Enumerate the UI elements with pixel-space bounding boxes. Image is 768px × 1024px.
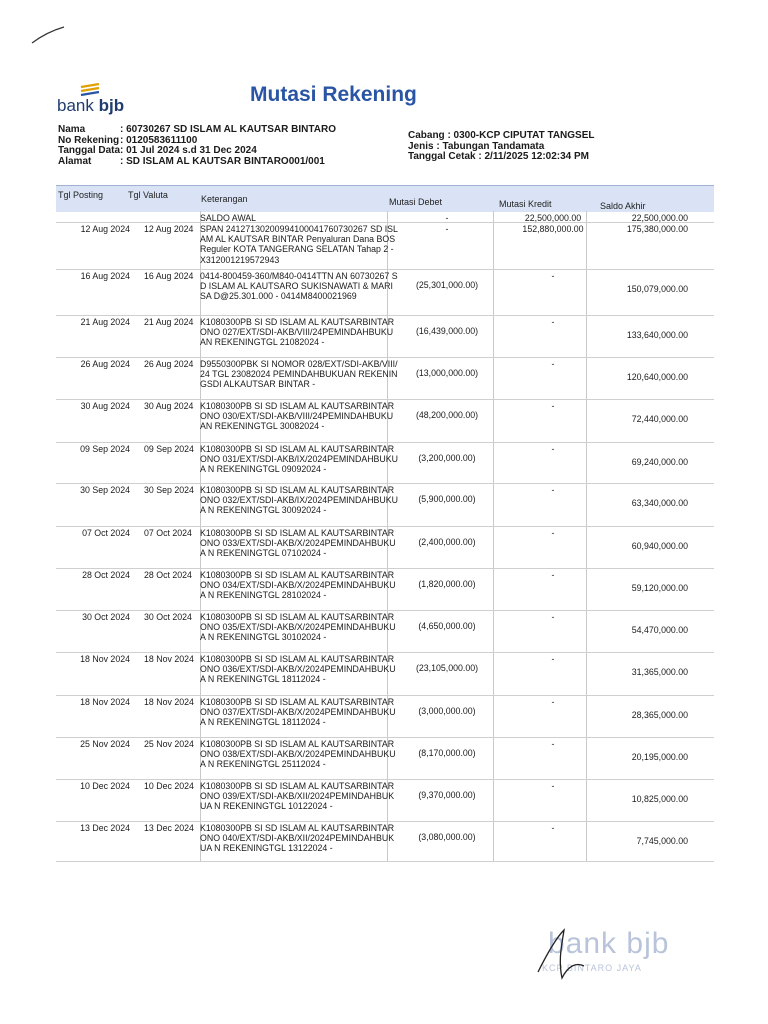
cell-tgl-posting: 09 Sep 2024 — [80, 444, 130, 454]
logo-text — [57, 96, 124, 116]
cell-mutasi-kredit: - — [551, 317, 555, 327]
cell-mutasi-kredit: - — [551, 697, 555, 707]
pen-mark — [30, 25, 66, 45]
cell-tgl-valuta: 10 Dec 2024 — [144, 781, 194, 791]
cell-tgl-posting: 18 Nov 2024 — [80, 697, 130, 707]
cell-keterangan: K1080300PB SI SD ISLAM AL KAUTSARBINTARONO 031/EXT/SDI-AKB/IX/2024PEMINDAHBUKUA N REKENINGTGL 09092024 - — [200, 444, 398, 475]
logo-text-bold: bjb — [98, 96, 125, 115]
cell-saldo-akhir: 20,195,000.00 — [631, 752, 688, 762]
logo-text-plain: bank — [57, 96, 99, 115]
table-header — [56, 185, 714, 212]
cell-saldo-akhir: 22,500,000.00 — [631, 213, 688, 223]
cell-saldo-akhir: 7,745,000.00 — [636, 836, 688, 846]
document-title: Mutasi Rekening — [250, 83, 417, 106]
cell-tgl-valuta: 25 Nov 2024 — [144, 739, 194, 749]
cell-saldo-akhir: 31,365,000.00 — [631, 667, 688, 677]
cell-mutasi-debet: (2,400,000.00) — [418, 537, 476, 547]
cell-mutasi-kredit: - — [551, 444, 555, 454]
cell-keterangan: K1080300PB SI SD ISLAM AL KAUTSARBINTARONO 032/EXT/SDI-AKB/IX/2024PEMINDAHBUKUA N REKENINGTGL 30092024 - — [200, 485, 398, 516]
table-row — [56, 695, 714, 738]
cell-keterangan: K1080300PB SI SD ISLAM AL KAUTSARBINTARONO 034/EXT/SDI-AKB/X/2024PEMINDAHBUKUA N REKENINGTGL 28102024 - — [200, 570, 396, 601]
table-row — [56, 652, 714, 696]
info-value: : SD ISLAM AL KAUTSAR BINTARO001/001 — [120, 155, 325, 167]
cell-mutasi-debet: (1,820,000.00) — [418, 579, 476, 589]
cell-keterangan: K1080300PB SI SD ISLAM AL KAUTSARBINTARONO 040/EXT/SDI-AKB/XII/2024PEMINDAHBUKUA N REKENINGTGL 13122024 - — [200, 823, 395, 854]
cell-mutasi-debet: (25,301,000.00) — [415, 280, 479, 290]
table-row — [56, 222, 714, 270]
cell-saldo-akhir: 69,240,000.00 — [631, 457, 688, 467]
cell-keterangan: SPAN 24127130200994100041760730267 SD ISLAM AL KAUTSAR BINTAR Penyaluran Dana BOS Reguler KOTA TANGERANG SELATAN Tahap 2 - X312001219572943 — [200, 224, 398, 265]
cell-keterangan: K1080300PB SI SD ISLAM AL KAUTSARBINTARONO 033/EXT/SDI-AKB/X/2024PEMINDAHBUKUA N REKENINGTGL 07102024 - — [200, 528, 396, 559]
cell-tgl-posting: 30 Sep 2024 — [80, 485, 130, 495]
cell-tgl-valuta: 09 Sep 2024 — [144, 444, 194, 454]
cell-mutasi-kredit: - — [551, 570, 555, 580]
cell-tgl-valuta: 28 Oct 2024 — [144, 570, 192, 580]
account-info-left — [58, 125, 336, 167]
cell-tgl-valuta: 07 Oct 2024 — [144, 528, 192, 538]
cell-mutasi-debet: (8,170,000.00) — [418, 748, 476, 758]
info-value: : 0120583611100 — [120, 134, 198, 146]
cell-mutasi-kredit: - — [551, 401, 555, 411]
cell-tgl-valuta: 30 Sep 2024 — [144, 485, 194, 495]
cell-tgl-posting: 10 Dec 2024 — [80, 781, 130, 791]
col-header-posting: Tgl Posting — [58, 190, 104, 200]
cell-mutasi-debet: - — [445, 224, 449, 234]
cell-tgl-posting: 16 Aug 2024 — [80, 271, 130, 281]
info-row-jenis: Jenis : Tabungan Tandamata — [408, 140, 545, 152]
col-header-saldo: Saldo Akhir — [600, 201, 646, 211]
cell-tgl-valuta: 18 Nov 2024 — [144, 654, 194, 664]
info-label: Alamat — [58, 155, 92, 167]
info-row-alamat — [58, 157, 336, 168]
signature-mark — [532, 926, 692, 986]
table-row — [56, 315, 714, 358]
cell-tgl-posting: 30 Oct 2024 — [82, 612, 130, 622]
cell-keterangan: K1080300PB SI SD ISLAM AL KAUTSARBINTARONO 037/EXT/SDI-AKB/X/2024PEMINDAHBUKUA N REKENINGTGL 18112024 - — [200, 697, 396, 728]
table-row — [56, 779, 714, 822]
table-row — [56, 442, 714, 484]
table-row — [56, 821, 714, 862]
branch-stamp-name: KCP BINTARO JAYA — [542, 963, 642, 973]
table-row — [56, 526, 714, 569]
account-info-right — [408, 131, 595, 163]
cell-mutasi-kredit: - — [551, 528, 555, 538]
cell-saldo-akhir: 63,340,000.00 — [631, 498, 688, 508]
cell-mutasi-debet: (23,105,000.00) — [415, 663, 479, 673]
info-label: Nama — [58, 124, 86, 135]
cell-tgl-valuta: 16 Aug 2024 — [144, 271, 194, 281]
cell-tgl-posting: 30 Aug 2024 — [80, 401, 130, 411]
cell-tgl-posting: 25 Nov 2024 — [80, 739, 130, 749]
info-value: : 01 Jul 2024 s.d 31 Dec 2024 — [120, 145, 257, 156]
cell-tgl-posting: 07 Oct 2024 — [82, 528, 130, 538]
cell-mutasi-debet: (5,900,000.00) — [418, 494, 476, 504]
cell-tgl-posting: 12 Aug 2024 — [80, 224, 130, 234]
cell-keterangan: 0414-800459-360/M840-0414TTN AN 60730267 SD ISLAM AL KAUTSARO SUKISNAWATI & MARISA D@25.301.000 - 0414M8400021969 — [200, 271, 398, 302]
cell-mutasi-debet: (16,439,000.00) — [415, 326, 479, 336]
cell-mutasi-debet: (3,200,000.00) — [418, 453, 476, 463]
cell-tgl-posting: 18 Nov 2024 — [80, 654, 130, 664]
cell-saldo-akhir: 120,640,000.00 — [626, 372, 688, 382]
cell-saldo-akhir: 150,079,000.00 — [626, 284, 688, 294]
branch-stamp-logo: bank bjb — [548, 927, 670, 960]
col-header-debet: Mutasi Debet — [389, 197, 443, 207]
info-value: : 60730267 SD ISLAM AL KAUTSAR BINTARO — [120, 124, 336, 135]
cell-keterangan: D9550300PBK SI NOMOR 028/EXT/SDI-AKB/VIII/24 TGL 23082024 PEMINDAHBUKUAN REKENINGSDI ALKAUTSAR BINTAR - — [200, 359, 398, 390]
cell-mutasi-kredit: 152,880,000.00 — [522, 224, 584, 234]
cell-mutasi-debet: (13,000,000.00) — [415, 368, 479, 378]
col-header-keterangan: Keterangan — [201, 194, 248, 204]
cell-saldo-akhir: 54,470,000.00 — [631, 625, 688, 635]
cell-keterangan: K1080300PB SI SD ISLAM AL KAUTSARBINTARONO 038/EXT/SDI-AKB/X/2024PEMINDAHBUKUA N REKENINGTGL 25112024 - — [200, 739, 396, 770]
table-row — [56, 399, 714, 443]
cell-keterangan: K1080300PB SI SD ISLAM AL KAUTSARBINTARONO 027/EXT/SDI-AKB/VIII/24PEMINDAHBUKUAN REKENINGTGL 21082024 - — [200, 317, 395, 348]
cell-saldo-akhir: 59,120,000.00 — [631, 583, 688, 593]
info-label: No Rekening — [58, 134, 120, 146]
cell-keterangan: K1080300PB SI SD ISLAM AL KAUTSARBINTARONO 036/EXT/SDI-AKB/X/2024PEMINDAHBUKUA N REKENINGTGL 18112024 - — [200, 654, 396, 685]
info-row-cabang: Cabang : 0300-KCP CIPUTAT TANGSEL — [408, 130, 595, 141]
cell-mutasi-debet: (4,650,000.00) — [418, 621, 476, 631]
cell-keterangan: K1080300PB SI SD ISLAM AL KAUTSARBINTARONO 035/EXT/SDI-AKB/X/2024PEMINDAHBUKUA N REKENINGTGL 30102024 - — [200, 612, 396, 643]
col-header-valuta: Tgl Valuta — [128, 190, 168, 200]
table-row — [56, 568, 714, 611]
table-row — [56, 737, 714, 780]
transactions-table — [56, 185, 714, 861]
col-header-kredit: Mutasi Kredit — [499, 199, 552, 209]
cell-keterangan: K1080300PB SI SD ISLAM AL KAUTSARBINTARONO 030/EXT/SDI-AKB/VIII/24PEMINDAHBUKUAN REKENINGTGL 30082024 - — [200, 401, 395, 432]
cell-tgl-posting: 21 Aug 2024 — [80, 317, 130, 327]
logo-bars-icon — [79, 83, 103, 97]
cell-saldo-akhir: 10,825,000.00 — [631, 794, 688, 804]
cell-tgl-valuta: 12 Aug 2024 — [144, 224, 194, 234]
cell-saldo-akhir: 28,365,000.00 — [631, 710, 688, 720]
cell-saldo-akhir: 72,440,000.00 — [631, 414, 688, 424]
cell-tgl-posting: 28 Oct 2024 — [82, 570, 130, 580]
cell-keterangan: SALDO AWAL — [200, 213, 257, 223]
cell-mutasi-kredit: - — [551, 271, 555, 281]
cell-mutasi-kredit: - — [551, 654, 555, 664]
cell-keterangan: K1080300PB SI SD ISLAM AL KAUTSARBINTARONO 039/EXT/SDI-AKB/XII/2024PEMINDAHBUKUA N REKENINGTGL 10122024 - — [200, 781, 395, 812]
cell-tgl-posting: 13 Dec 2024 — [80, 823, 130, 833]
cell-mutasi-kredit: - — [551, 612, 555, 622]
info-label: Tanggal Data — [58, 145, 121, 156]
table-row — [56, 269, 714, 316]
table-row — [56, 483, 714, 527]
cell-mutasi-debet: - — [445, 213, 449, 223]
cell-tgl-valuta: 13 Dec 2024 — [144, 823, 194, 833]
cell-mutasi-debet: (3,080,000.00) — [418, 832, 476, 842]
cell-mutasi-debet: (48,200,000.00) — [415, 410, 479, 420]
table-row — [56, 357, 714, 400]
cell-tgl-valuta: 26 Aug 2024 — [144, 359, 194, 369]
cell-mutasi-debet: (3,000,000.00) — [418, 706, 476, 716]
cell-tgl-valuta: 30 Oct 2024 — [144, 612, 192, 622]
cell-mutasi-kredit: - — [551, 823, 555, 833]
info-row-cetak: Tanggal Cetak : 2/11/2025 12:02:34 PM — [408, 151, 590, 162]
cell-tgl-valuta: 30 Aug 2024 — [144, 401, 194, 411]
table-row — [56, 610, 714, 653]
cell-tgl-valuta: 18 Nov 2024 — [144, 697, 194, 707]
cell-mutasi-kredit: 22,500,000.00 — [524, 213, 582, 223]
cell-mutasi-kredit: - — [551, 485, 555, 495]
cell-tgl-posting: 26 Aug 2024 — [80, 359, 130, 369]
cell-mutasi-kredit: - — [551, 359, 555, 369]
cell-mutasi-debet: (9,370,000.00) — [418, 790, 476, 800]
cell-saldo-akhir: 133,640,000.00 — [626, 330, 688, 340]
cell-tgl-valuta: 21 Aug 2024 — [144, 317, 194, 327]
cell-saldo-akhir: 175,380,000.00 — [626, 224, 688, 234]
cell-mutasi-kredit: - — [551, 781, 555, 791]
cell-mutasi-kredit: - — [551, 739, 555, 749]
cell-saldo-akhir: 60,940,000.00 — [631, 541, 688, 551]
